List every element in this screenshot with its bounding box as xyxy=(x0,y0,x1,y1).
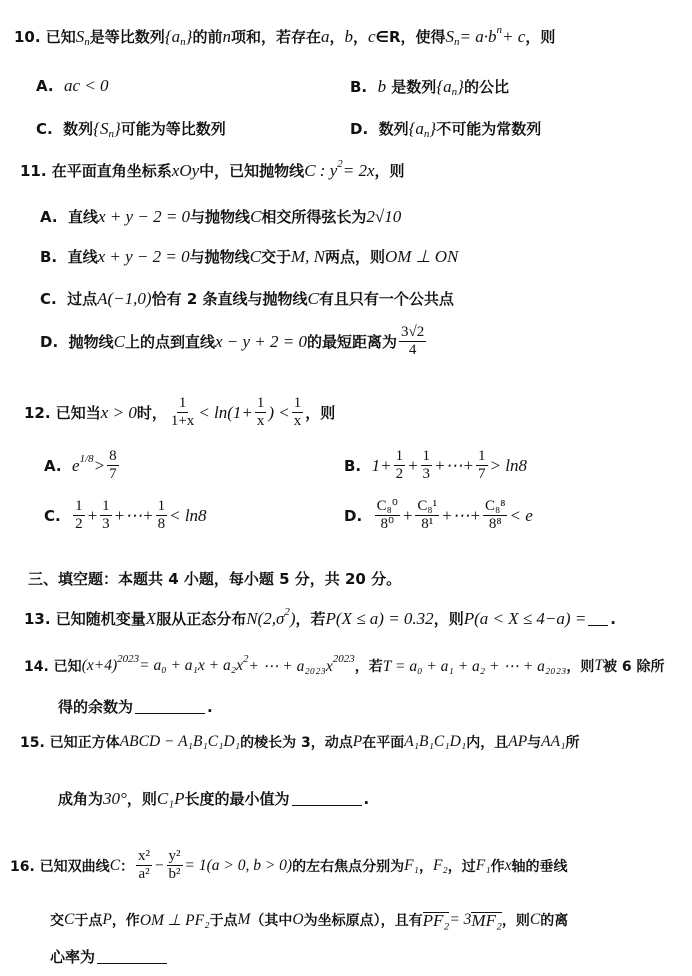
superscript: n xyxy=(496,23,503,36)
math-expression: AA₁ xyxy=(541,733,566,750)
text-run: 在平面 xyxy=(362,735,405,751)
text-run: ，则 xyxy=(433,610,464,628)
math-expression: } xyxy=(185,26,193,46)
fraction-denominator: 1+x xyxy=(170,413,195,429)
math-expression: {S xyxy=(93,118,109,138)
text-run: ，则 xyxy=(525,28,556,46)
question-10-option-b xyxy=(350,76,509,97)
superscript: 2023 xyxy=(117,653,140,665)
question-12-option-b xyxy=(344,448,527,483)
subscript: n xyxy=(423,127,430,140)
fraction xyxy=(73,498,85,533)
fraction-numerator: x² xyxy=(138,848,151,864)
fraction xyxy=(255,395,267,430)
text-run: 10. 已知 xyxy=(14,28,76,46)
fraction xyxy=(415,498,439,533)
text-run: 时， xyxy=(136,404,167,422)
question-16-line-3 xyxy=(50,946,169,967)
fraction-denominator: x xyxy=(293,413,302,429)
math-expression: S xyxy=(75,26,85,46)
question-10-option-c xyxy=(36,118,226,139)
text-run: . xyxy=(610,609,616,628)
text-run: 是数列 xyxy=(386,78,437,96)
text-run: A. 直线 xyxy=(40,208,99,226)
answer-blank xyxy=(135,699,205,714)
math-expression: T xyxy=(594,657,604,674)
text-run: 不可能为常数列 xyxy=(436,120,542,138)
text-run: B. 直线 xyxy=(40,248,98,266)
math-expression: = 3 xyxy=(449,911,472,928)
text-run: ∈R，使得 xyxy=(375,28,446,46)
subscript: n xyxy=(180,35,186,48)
fraction xyxy=(476,448,488,483)
math-expression: = a₀ + a₁x + a₂x xyxy=(139,657,244,674)
text-run: 的棱长为 3，动点 xyxy=(240,735,353,751)
question-12-option-d xyxy=(344,498,533,533)
text-run: 14. 已知 xyxy=(24,659,82,675)
question-14-line-1 xyxy=(24,653,665,676)
answer-blank xyxy=(97,949,167,964)
fraction xyxy=(399,324,426,359)
text-run: D. 抛物线 xyxy=(40,333,114,351)
text-run: 的最短距离为 xyxy=(306,333,397,351)
math-expression: xOy xyxy=(171,160,200,180)
answer-blank xyxy=(588,611,608,626)
math-expression: {a xyxy=(408,118,424,138)
fraction-numerator: 1 xyxy=(256,395,265,411)
math-expression: AP xyxy=(508,733,528,750)
math-expression: +⋯+ xyxy=(434,455,474,475)
text-run: 16. 已知双曲线 xyxy=(10,858,110,875)
math-expression: + ⋯ + a₂₀₂₃x xyxy=(248,657,333,675)
math-expression: C xyxy=(64,911,75,928)
text-run: 15. 已知正方体 xyxy=(20,735,120,751)
question-11-option-b xyxy=(40,246,458,267)
text-run: 有且只有一个公共点 xyxy=(318,290,454,308)
math-expression: +⋯+ xyxy=(113,505,154,525)
math-expression: F₁ xyxy=(404,856,419,874)
text-run: 于点 xyxy=(209,913,238,929)
text-run: 相交所得弦长为 xyxy=(261,208,367,226)
text-run: ，过 xyxy=(447,858,476,875)
math-expression: P(X ≤ a) = 0.32 xyxy=(325,608,434,628)
math-expression: P(a < X ≤ 4−a) = xyxy=(463,608,587,628)
text-run: 于点 xyxy=(74,913,103,929)
text-run: 被 6 除所 xyxy=(603,659,665,675)
fraction-numerator: C₈⁸ xyxy=(485,498,506,514)
math-expression: + xyxy=(401,505,414,525)
fraction-denominator: 7 xyxy=(478,466,486,482)
math-expression: ) < xyxy=(268,402,290,422)
question-11-option-c xyxy=(40,288,454,309)
math-expression: N(2,σ xyxy=(246,608,285,628)
text-run: （其中 xyxy=(250,913,293,929)
text-run: 与抛物线 xyxy=(189,248,250,266)
math-expression: X xyxy=(145,608,157,628)
math-expression: } xyxy=(429,118,437,138)
fraction xyxy=(483,498,507,533)
math-expression: x + y − 2 = 0 xyxy=(97,246,190,266)
superscript: 1/8 xyxy=(79,452,94,465)
math-expression: 30° xyxy=(103,788,127,808)
text-run: 是等比数列 xyxy=(89,28,165,46)
math-expression: > ln8 xyxy=(489,455,527,475)
text-run: D. 数列 xyxy=(350,120,409,138)
superscript: 2 xyxy=(284,605,290,618)
subscript: n xyxy=(108,127,114,140)
math-expression: +⋯+ xyxy=(441,505,482,525)
text-run: . xyxy=(363,789,370,808)
math-expression: x xyxy=(504,856,512,874)
fraction-denominator: 3 xyxy=(422,466,431,482)
text-run: 服从正态分布 xyxy=(156,610,247,628)
math-expression: C₁P xyxy=(156,788,185,808)
math-expression: = 1(a > 0, b > 0) xyxy=(184,856,293,874)
math-expression: ac < 0 xyxy=(64,76,109,95)
text-run: 作 xyxy=(490,858,505,875)
math-expression: 2√10 xyxy=(366,206,402,226)
fraction-denominator: 2 xyxy=(75,516,83,532)
math-expression: a xyxy=(320,26,330,46)
fraction xyxy=(167,848,183,883)
math-expression: M, N xyxy=(290,246,325,266)
text-run: ： xyxy=(120,858,135,875)
text-run: 中，已知抛物线 xyxy=(199,162,305,180)
math-expression: P xyxy=(102,911,112,928)
math-expression: {a xyxy=(164,26,181,46)
text-run: ，若 xyxy=(295,610,326,628)
text-run: ， xyxy=(352,28,368,46)
question-11-option-d xyxy=(40,324,428,359)
fraction-denominator: 7 xyxy=(109,466,117,482)
fraction xyxy=(136,848,152,883)
math-expression: P xyxy=(352,733,363,750)
math-expression: F₁ xyxy=(475,856,491,874)
fraction xyxy=(375,498,400,533)
fraction xyxy=(156,498,168,533)
fraction-denominator: x xyxy=(256,413,265,429)
question-12-option-c xyxy=(44,498,207,533)
math-expression: C : y xyxy=(304,160,338,180)
text-run: 项和，若存在 xyxy=(230,28,321,46)
math-expression: C xyxy=(249,246,261,266)
superscript: 2023 xyxy=(332,653,355,665)
question-15-line-1 xyxy=(20,732,580,752)
fraction-numerator: y² xyxy=(168,848,181,864)
text-run: 所 xyxy=(565,735,580,751)
math-expression: n xyxy=(222,26,231,46)
subscript: n xyxy=(84,35,90,48)
math-expression: {a xyxy=(436,76,452,96)
text-run: 与 xyxy=(527,735,542,751)
text-run: 12. 已知当 xyxy=(24,404,101,422)
math-expression: C xyxy=(113,331,125,351)
math-expression: ) xyxy=(289,608,296,628)
fraction-numerator: 1 xyxy=(422,448,431,464)
text-run: ，则 xyxy=(501,913,530,929)
fraction-denominator: 2 xyxy=(395,466,404,482)
fraction-denominator: 3 xyxy=(102,516,110,532)
fraction xyxy=(169,395,196,430)
text-run: 的离 xyxy=(540,913,569,929)
fraction xyxy=(100,498,112,533)
vector-expression: MF₂ xyxy=(471,910,502,930)
text-run: ，则 xyxy=(566,659,595,675)
math-expression: A₁B₁C₁D₁ xyxy=(404,733,467,750)
math-expression: M xyxy=(237,911,251,928)
question-10-option-a xyxy=(36,76,109,96)
math-expression: < ln8 xyxy=(169,505,207,525)
math-expression: − xyxy=(154,856,165,874)
text-run: A. xyxy=(44,456,73,475)
fraction-denominator: 8 xyxy=(157,516,166,532)
math-expression: + c xyxy=(502,26,526,46)
math-expression: C xyxy=(250,206,262,226)
math-expression: < e xyxy=(509,505,533,525)
text-run: ，则 xyxy=(374,162,405,180)
math-expression: x + y − 2 = 0 xyxy=(98,206,191,226)
superscript: 2 xyxy=(243,653,249,665)
fraction-denominator: 4 xyxy=(408,342,417,358)
question-14-line-2 xyxy=(58,696,213,717)
text-run: A. xyxy=(36,77,65,95)
fraction-denominator: 8⁸ xyxy=(488,516,502,532)
fraction-numerator: 3√2 xyxy=(401,324,425,340)
math-expression: c xyxy=(368,26,376,46)
text-run: B. xyxy=(350,77,378,96)
text-run: C. 数列 xyxy=(36,120,94,138)
math-expression: x − y + 2 = 0 xyxy=(214,331,307,351)
math-expression: } xyxy=(457,76,464,96)
text-run: ，作 xyxy=(111,913,140,929)
math-expression: ABCD − A₁B₁C₁D₁ xyxy=(119,733,241,750)
text-run: 交 xyxy=(50,913,64,929)
fraction-numerator: 1 xyxy=(395,448,404,464)
question-12-option-a xyxy=(44,448,121,483)
text-run: 与抛物线 xyxy=(190,208,251,226)
vector-expression: PF₂ xyxy=(422,910,450,930)
math-expression: A(−1,0) xyxy=(97,288,152,308)
math-expression: T = a₀ + a₁ + a₂ + ⋯ + a₂₀₂₃ xyxy=(382,657,567,675)
fraction-numerator: 8 xyxy=(109,448,117,464)
text-run: 交于 xyxy=(260,248,291,266)
text-run: ，若 xyxy=(354,659,383,675)
text-run: 可能为等比数列 xyxy=(120,120,226,138)
math-expression: OM ⊥ PF₂ xyxy=(139,911,210,929)
text-run: 恰有 2 条直线与抛物线 xyxy=(151,290,308,308)
text-run: 为坐标原点），且有 xyxy=(303,913,423,929)
fraction-numerator: 1 xyxy=(102,498,110,514)
text-run: 成角为 xyxy=(58,790,104,808)
math-expression: < ln(1+ xyxy=(198,402,253,422)
text-run: C. 过点 xyxy=(40,290,98,308)
math-expression: OM ⊥ ON xyxy=(384,246,459,266)
fraction-numerator: 1 xyxy=(478,448,486,464)
question-11-option-a xyxy=(40,206,401,227)
math-expression: x > 0 xyxy=(100,402,137,422)
text-run: 长度的最小值为 xyxy=(184,790,290,808)
math-expression: F₂ xyxy=(432,856,448,874)
fraction-denominator: b² xyxy=(168,866,181,882)
fraction-numerator: 1 xyxy=(178,395,187,411)
fraction-numerator: C₈¹ xyxy=(417,498,438,514)
question-10-option-d xyxy=(350,118,541,139)
question-16-line-1 xyxy=(10,848,568,883)
math-expression: (x+4) xyxy=(81,657,118,674)
math-expression: S xyxy=(445,26,455,46)
math-expression: b xyxy=(344,26,353,46)
fraction-numerator: 1 xyxy=(75,498,83,514)
subscript: n xyxy=(454,35,460,48)
text-run: 轴的垂线 xyxy=(511,858,568,875)
math-expression: > xyxy=(93,455,106,475)
fraction xyxy=(394,448,406,483)
math-expression: e xyxy=(72,455,80,475)
question-16-line-2 xyxy=(50,910,568,930)
fraction-denominator: 8⁰ xyxy=(380,516,394,532)
text-run: 的公比 xyxy=(463,78,509,96)
fraction-numerator: 1 xyxy=(293,395,302,411)
superscript: 2 xyxy=(337,157,343,170)
fraction-numerator: 1 xyxy=(157,498,166,514)
math-expression: = 2x xyxy=(342,160,375,180)
text-run: B. xyxy=(344,456,372,475)
fraction xyxy=(292,395,304,430)
math-expression: = a·b xyxy=(459,26,497,46)
text-run: D. xyxy=(344,506,373,525)
text-run: ，则 xyxy=(126,790,157,808)
math-expression: 1+ xyxy=(371,455,392,475)
question-12-stem xyxy=(24,395,335,430)
text-run: 的前 xyxy=(192,28,223,46)
math-expression: O xyxy=(292,911,304,928)
text-run: 得的余数为 xyxy=(58,698,134,716)
fraction-denominator: a² xyxy=(138,866,150,882)
question-10-stem xyxy=(14,23,556,48)
text-run: ， xyxy=(418,858,433,875)
fraction-denominator: 8¹ xyxy=(421,516,434,532)
math-expression: C xyxy=(109,856,121,874)
math-expression: C xyxy=(307,288,319,308)
fraction xyxy=(107,448,119,483)
text-run: 上的点到直线 xyxy=(124,333,215,351)
math-expression: + xyxy=(86,505,99,525)
text-run: 的左右焦点分别为 xyxy=(292,858,405,875)
text-run: 三、填空题：本题共 4 小题，每小题 5 分，共 20 分。 xyxy=(28,570,402,588)
math-expression: C xyxy=(529,911,541,928)
text-run: C. xyxy=(44,506,72,525)
subscript: n xyxy=(451,85,458,98)
text-run: 两点，则 xyxy=(324,248,385,266)
text-run: 心率为 xyxy=(50,948,96,966)
question-13 xyxy=(24,605,616,629)
text-run: ，则 xyxy=(305,404,336,422)
fraction xyxy=(421,448,433,483)
text-run: 11. 在平面直角坐标系 xyxy=(20,162,172,180)
text-run: 13. 已知随机变量 xyxy=(24,610,146,628)
text-run: . xyxy=(207,697,213,716)
question-15-line-2 xyxy=(58,788,369,809)
fraction-numerator: C₈⁰ xyxy=(376,498,398,514)
text-run: ， xyxy=(329,28,345,46)
math-expression: b xyxy=(377,76,387,96)
question-11-stem xyxy=(20,157,405,181)
answer-blank xyxy=(292,791,362,806)
math-expression: } xyxy=(113,118,121,138)
math-expression: + xyxy=(407,455,419,475)
text-run: 内，且 xyxy=(466,735,509,751)
section-heading-fill-in-blank xyxy=(28,568,401,589)
